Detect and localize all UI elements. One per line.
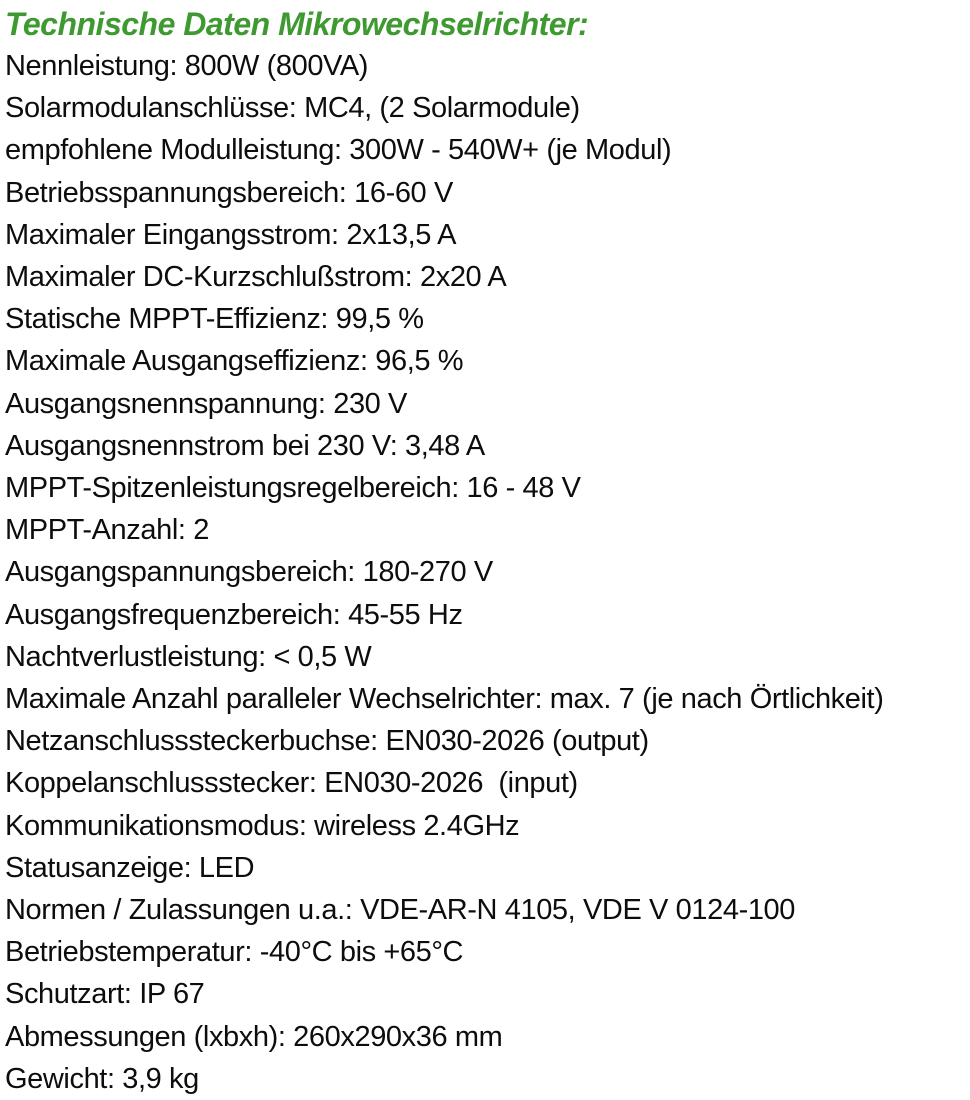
spec-line: Gewicht: 3,9 kg <box>5 1062 199 1095</box>
spec-line: empfohlene Modulleistung: 300W - 540W+ (je Modul) <box>5 134 672 167</box>
spec-line: MPPT-Anzahl: 2 <box>5 514 209 547</box>
spec-line: Betriebstemperatur: -40°C bis +65°C <box>5 936 464 969</box>
spec-list <box>5 45 970 1100</box>
spec-line: Koppelanschlussstecker: EN030-2026 (input) <box>5 767 578 800</box>
spec-line: Nachtverlustleistung: < 0,5 W <box>5 640 372 673</box>
spec-line: Normen / Zulassungen u.a.: VDE-AR-N 4105, VDE V 0124-100 <box>5 894 796 927</box>
spec-line: Ausgangsnennstrom bei 230 V: 3,48 A <box>5 429 485 462</box>
spec-line: Maximale Anzahl paralleler Wechselrichter: max. 7 (je nach Örtlichkeit) <box>5 683 884 716</box>
spec-line: Betriebsspannungsbereich: 16-60 V <box>5 176 453 209</box>
spec-line: Maximaler Eingangsstrom: 2x13,5 A <box>5 218 457 251</box>
spec-line: Ausgangspannungsbereich: 180-270 V <box>5 556 493 589</box>
spec-line: Schutzart: IP 67 <box>5 978 205 1011</box>
spec-line: Abmessungen (lxbxh): 260x290x36 mm <box>5 1020 503 1053</box>
spec-line: Maximaler DC-Kurzschlußstrom: 2x20 A <box>5 261 507 294</box>
spec-line: Ausgangsnennspannung: 230 V <box>5 387 407 420</box>
spec-line: Nennleistung: 800W (800VA) <box>5 50 369 82</box>
spec-line: Maximale Ausgangseffizienz: 96,5 % <box>5 345 464 378</box>
spec-line: Solarmodulanschlüsse: MC4, (2 Solarmodule) <box>5 92 580 125</box>
spec-line: Statische MPPT-Effizienz: 99,5 % <box>5 303 424 336</box>
page-title: Technische Daten Mikrowechselrichter: <box>5 6 589 42</box>
spec-line: Statusanzeige: LED <box>5 851 255 884</box>
spec-line: Kommunikationsmodus: wireless 2.4GHz <box>5 809 520 842</box>
spec-line: MPPT-Spitzenleistungsregelbereich: 16 - 48 V <box>5 472 581 505</box>
spec-line: Netzanschlusssteckerbuchse: EN030-2026 (output) <box>5 725 649 758</box>
spec-line: Ausgangsfrequenzbereich: 45-55 Hz <box>5 598 463 631</box>
